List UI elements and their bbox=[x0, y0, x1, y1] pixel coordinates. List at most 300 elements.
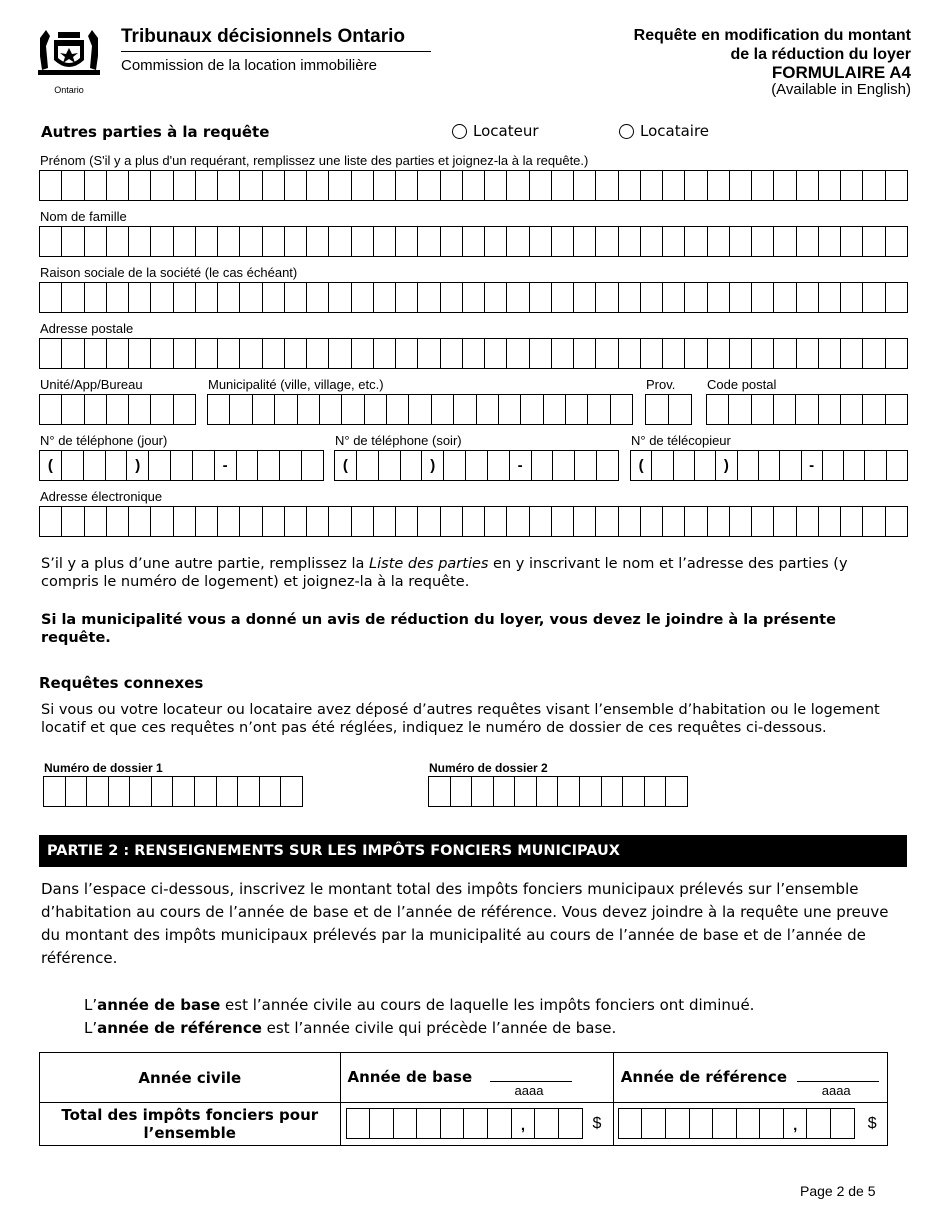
char-cell[interactable] bbox=[253, 395, 275, 424]
char-cell[interactable] bbox=[819, 283, 841, 312]
char-cell[interactable] bbox=[841, 283, 863, 312]
char-cell[interactable] bbox=[619, 507, 641, 536]
char-cell[interactable] bbox=[797, 339, 819, 368]
char-cell[interactable] bbox=[552, 507, 574, 536]
char-cell[interactable] bbox=[708, 339, 730, 368]
char-cell[interactable] bbox=[240, 339, 262, 368]
char-cell[interactable] bbox=[674, 451, 695, 480]
char-cell[interactable] bbox=[685, 339, 707, 368]
char-cell[interactable] bbox=[240, 507, 262, 536]
char-cell[interactable] bbox=[107, 283, 129, 312]
radio-tenant[interactable] bbox=[619, 122, 709, 140]
char-cell[interactable] bbox=[780, 451, 801, 480]
char-cell[interactable] bbox=[588, 395, 610, 424]
char-cell[interactable] bbox=[797, 507, 819, 536]
char-cell[interactable] bbox=[40, 395, 62, 424]
char-cell[interactable] bbox=[218, 227, 240, 256]
char-cell[interactable] bbox=[463, 171, 485, 200]
char-cell[interactable] bbox=[645, 777, 667, 806]
char-cell[interactable] bbox=[574, 171, 596, 200]
char-cell[interactable]: ) bbox=[422, 451, 444, 480]
char-cell[interactable] bbox=[218, 171, 240, 200]
char-cell[interactable] bbox=[819, 227, 841, 256]
char-cell[interactable] bbox=[663, 171, 685, 200]
char-cell[interactable] bbox=[441, 171, 463, 200]
char-cell[interactable] bbox=[485, 507, 507, 536]
char-cell[interactable] bbox=[466, 451, 488, 480]
char-cell[interactable] bbox=[774, 339, 796, 368]
char-cell[interactable] bbox=[708, 227, 730, 256]
char-cell[interactable]: , bbox=[512, 1109, 536, 1138]
char-cell[interactable] bbox=[463, 507, 485, 536]
char-cell[interactable] bbox=[129, 227, 151, 256]
file-number-1-field[interactable] bbox=[43, 776, 303, 807]
char-cell[interactable] bbox=[663, 283, 685, 312]
char-cell[interactable] bbox=[619, 339, 641, 368]
char-cell[interactable] bbox=[464, 1109, 488, 1138]
char-cell[interactable] bbox=[596, 227, 618, 256]
char-cell[interactable] bbox=[218, 507, 240, 536]
char-cell[interactable] bbox=[374, 283, 396, 312]
char-cell[interactable] bbox=[708, 507, 730, 536]
char-cell[interactable] bbox=[507, 227, 529, 256]
char-cell[interactable] bbox=[174, 339, 196, 368]
char-cell[interactable] bbox=[196, 227, 218, 256]
char-cell[interactable]: ) bbox=[716, 451, 737, 480]
char-cell[interactable] bbox=[174, 227, 196, 256]
char-cell[interactable] bbox=[151, 339, 173, 368]
char-cell[interactable] bbox=[151, 227, 173, 256]
char-cell[interactable] bbox=[738, 451, 759, 480]
char-cell[interactable] bbox=[285, 507, 307, 536]
char-cell[interactable] bbox=[807, 1109, 831, 1138]
char-cell[interactable] bbox=[685, 283, 707, 312]
char-cell[interactable] bbox=[752, 227, 774, 256]
postal-code-field[interactable] bbox=[706, 394, 908, 425]
char-cell[interactable] bbox=[558, 777, 580, 806]
char-cell[interactable] bbox=[260, 777, 282, 806]
char-cell[interactable] bbox=[370, 1109, 394, 1138]
char-cell[interactable] bbox=[280, 451, 302, 480]
province-field[interactable] bbox=[645, 394, 692, 425]
char-cell[interactable] bbox=[708, 283, 730, 312]
char-cell[interactable] bbox=[574, 339, 596, 368]
char-cell[interactable] bbox=[532, 451, 554, 480]
char-cell[interactable] bbox=[401, 451, 423, 480]
char-cell[interactable] bbox=[774, 227, 796, 256]
char-cell[interactable] bbox=[752, 171, 774, 200]
char-cell[interactable] bbox=[374, 227, 396, 256]
char-cell[interactable] bbox=[499, 395, 521, 424]
char-cell[interactable] bbox=[575, 451, 597, 480]
char-cell[interactable] bbox=[193, 451, 215, 480]
char-cell[interactable] bbox=[463, 339, 485, 368]
char-cell[interactable] bbox=[62, 283, 84, 312]
char-cell[interactable] bbox=[841, 395, 863, 424]
char-cell[interactable] bbox=[690, 1109, 714, 1138]
char-cell[interactable] bbox=[151, 395, 173, 424]
char-cell[interactable] bbox=[432, 395, 454, 424]
char-cell[interactable] bbox=[774, 171, 796, 200]
radio-tenant-circle[interactable] bbox=[619, 124, 634, 139]
char-cell[interactable] bbox=[129, 507, 151, 536]
char-cell[interactable] bbox=[352, 507, 374, 536]
char-cell[interactable] bbox=[329, 339, 351, 368]
char-cell[interactable] bbox=[819, 171, 841, 200]
char-cell[interactable] bbox=[394, 1109, 418, 1138]
char-cell[interactable] bbox=[708, 171, 730, 200]
char-cell[interactable] bbox=[217, 777, 239, 806]
char-cell[interactable] bbox=[62, 395, 84, 424]
char-cell[interactable] bbox=[685, 227, 707, 256]
char-cell[interactable] bbox=[329, 283, 351, 312]
char-cell[interactable] bbox=[819, 507, 841, 536]
char-cell[interactable] bbox=[240, 171, 262, 200]
char-cell[interactable] bbox=[441, 339, 463, 368]
char-cell[interactable] bbox=[863, 283, 885, 312]
char-cell[interactable] bbox=[263, 227, 285, 256]
char-cell[interactable] bbox=[619, 227, 641, 256]
char-cell[interactable] bbox=[238, 777, 260, 806]
char-cell[interactable] bbox=[863, 171, 885, 200]
char-cell[interactable] bbox=[285, 283, 307, 312]
char-cell[interactable] bbox=[886, 339, 907, 368]
char-cell[interactable] bbox=[409, 395, 431, 424]
char-cell[interactable] bbox=[507, 283, 529, 312]
char-cell[interactable] bbox=[352, 339, 374, 368]
char-cell[interactable] bbox=[174, 283, 196, 312]
char-cell[interactable] bbox=[85, 395, 107, 424]
char-cell[interactable] bbox=[196, 171, 218, 200]
char-cell[interactable] bbox=[831, 1109, 854, 1138]
char-cell[interactable] bbox=[552, 339, 574, 368]
char-cell[interactable] bbox=[196, 507, 218, 536]
char-cell[interactable] bbox=[841, 339, 863, 368]
char-cell[interactable] bbox=[596, 171, 618, 200]
char-cell[interactable] bbox=[530, 339, 552, 368]
char-cell[interactable] bbox=[441, 507, 463, 536]
base-year-amount-field[interactable] bbox=[346, 1108, 583, 1139]
char-cell[interactable] bbox=[488, 451, 510, 480]
char-cell[interactable] bbox=[729, 395, 751, 424]
char-cell[interactable] bbox=[730, 171, 752, 200]
char-cell[interactable] bbox=[507, 339, 529, 368]
char-cell[interactable] bbox=[537, 777, 559, 806]
char-cell[interactable] bbox=[730, 227, 752, 256]
char-cell[interactable] bbox=[258, 451, 280, 480]
char-cell[interactable] bbox=[652, 451, 673, 480]
char-cell[interactable] bbox=[797, 283, 819, 312]
char-cell[interactable] bbox=[218, 283, 240, 312]
char-cell[interactable] bbox=[44, 777, 66, 806]
char-cell[interactable] bbox=[329, 507, 351, 536]
char-cell[interactable] bbox=[819, 395, 841, 424]
char-cell[interactable] bbox=[107, 227, 129, 256]
char-cell[interactable] bbox=[641, 283, 663, 312]
char-cell[interactable] bbox=[320, 395, 342, 424]
char-cell[interactable] bbox=[62, 451, 84, 480]
char-cell[interactable] bbox=[865, 451, 886, 480]
char-cell[interactable] bbox=[666, 777, 687, 806]
char-cell[interactable] bbox=[669, 395, 691, 424]
char-cell[interactable] bbox=[130, 777, 152, 806]
char-cell[interactable] bbox=[196, 283, 218, 312]
char-cell[interactable] bbox=[515, 777, 537, 806]
char-cell[interactable] bbox=[819, 339, 841, 368]
char-cell[interactable] bbox=[418, 227, 440, 256]
char-cell[interactable] bbox=[730, 339, 752, 368]
char-cell[interactable]: ( bbox=[40, 451, 62, 480]
char-cell[interactable] bbox=[208, 395, 230, 424]
char-cell[interactable] bbox=[379, 451, 401, 480]
char-cell[interactable] bbox=[841, 171, 863, 200]
char-cell[interactable] bbox=[886, 171, 907, 200]
char-cell[interactable] bbox=[552, 227, 574, 256]
char-cell[interactable] bbox=[285, 227, 307, 256]
char-cell[interactable] bbox=[863, 507, 885, 536]
char-cell[interactable] bbox=[797, 227, 819, 256]
char-cell[interactable] bbox=[646, 395, 669, 424]
char-cell[interactable] bbox=[307, 227, 329, 256]
char-cell[interactable] bbox=[759, 451, 780, 480]
char-cell[interactable] bbox=[441, 1109, 465, 1138]
char-cell[interactable] bbox=[84, 451, 106, 480]
char-cell[interactable] bbox=[574, 227, 596, 256]
email-field[interactable] bbox=[39, 506, 908, 537]
radio-landlord-circle[interactable] bbox=[452, 124, 467, 139]
char-cell[interactable]: ) bbox=[127, 451, 149, 480]
char-cell[interactable] bbox=[374, 171, 396, 200]
char-cell[interactable] bbox=[298, 395, 320, 424]
first-name-field[interactable] bbox=[39, 170, 908, 201]
char-cell[interactable] bbox=[641, 171, 663, 200]
char-cell[interactable] bbox=[396, 507, 418, 536]
char-cell[interactable] bbox=[713, 1109, 737, 1138]
char-cell[interactable] bbox=[596, 507, 618, 536]
char-cell[interactable] bbox=[352, 283, 374, 312]
char-cell[interactable] bbox=[463, 227, 485, 256]
char-cell[interactable] bbox=[507, 507, 529, 536]
char-cell[interactable] bbox=[596, 339, 618, 368]
char-cell[interactable] bbox=[429, 777, 451, 806]
char-cell[interactable] bbox=[841, 227, 863, 256]
char-cell[interactable] bbox=[444, 451, 466, 480]
char-cell[interactable] bbox=[418, 283, 440, 312]
char-cell[interactable] bbox=[441, 227, 463, 256]
char-cell[interactable] bbox=[530, 283, 552, 312]
char-cell[interactable] bbox=[566, 395, 588, 424]
char-cell[interactable] bbox=[823, 451, 844, 480]
char-cell[interactable] bbox=[796, 395, 818, 424]
char-cell[interactable] bbox=[129, 339, 151, 368]
char-cell[interactable] bbox=[107, 507, 129, 536]
reference-year-input[interactable] bbox=[797, 1080, 879, 1082]
char-cell[interactable] bbox=[507, 171, 529, 200]
char-cell[interactable] bbox=[559, 1109, 582, 1138]
char-cell[interactable] bbox=[454, 395, 476, 424]
char-cell[interactable] bbox=[844, 451, 865, 480]
char-cell[interactable] bbox=[387, 395, 409, 424]
char-cell[interactable] bbox=[196, 339, 218, 368]
char-cell[interactable] bbox=[544, 395, 566, 424]
char-cell[interactable] bbox=[129, 171, 151, 200]
char-cell[interactable] bbox=[263, 171, 285, 200]
char-cell[interactable] bbox=[152, 777, 174, 806]
char-cell[interactable] bbox=[666, 1109, 690, 1138]
char-cell[interactable] bbox=[174, 395, 195, 424]
char-cell[interactable] bbox=[40, 283, 62, 312]
char-cell[interactable] bbox=[886, 395, 907, 424]
unit-field[interactable] bbox=[39, 394, 196, 425]
char-cell[interactable] bbox=[151, 283, 173, 312]
char-cell[interactable] bbox=[663, 339, 685, 368]
char-cell[interactable] bbox=[886, 507, 907, 536]
char-cell[interactable] bbox=[451, 777, 473, 806]
char-cell[interactable] bbox=[352, 227, 374, 256]
char-cell[interactable] bbox=[195, 777, 217, 806]
char-cell[interactable] bbox=[597, 451, 618, 480]
char-cell[interactable] bbox=[109, 777, 131, 806]
char-cell[interactable] bbox=[329, 171, 351, 200]
char-cell[interactable] bbox=[263, 339, 285, 368]
radio-landlord[interactable] bbox=[452, 122, 539, 140]
char-cell[interactable] bbox=[641, 339, 663, 368]
char-cell[interactable] bbox=[602, 777, 624, 806]
char-cell[interactable] bbox=[841, 507, 863, 536]
char-cell[interactable] bbox=[553, 451, 575, 480]
char-cell[interactable] bbox=[85, 339, 107, 368]
char-cell[interactable] bbox=[174, 507, 196, 536]
char-cell[interactable] bbox=[374, 339, 396, 368]
char-cell[interactable] bbox=[62, 507, 84, 536]
char-cell[interactable] bbox=[596, 283, 618, 312]
char-cell[interactable] bbox=[552, 283, 574, 312]
char-cell[interactable] bbox=[107, 395, 129, 424]
char-cell[interactable] bbox=[642, 1109, 666, 1138]
char-cell[interactable] bbox=[302, 451, 323, 480]
char-cell[interactable] bbox=[752, 395, 774, 424]
char-cell[interactable] bbox=[774, 507, 796, 536]
char-cell[interactable] bbox=[752, 507, 774, 536]
char-cell[interactable] bbox=[62, 339, 84, 368]
municipality-field[interactable] bbox=[207, 394, 633, 425]
char-cell[interactable] bbox=[281, 777, 302, 806]
char-cell[interactable] bbox=[863, 339, 885, 368]
char-cell[interactable]: , bbox=[784, 1109, 808, 1138]
char-cell[interactable] bbox=[173, 777, 195, 806]
char-cell[interactable] bbox=[218, 339, 240, 368]
company-field[interactable] bbox=[39, 282, 908, 313]
char-cell[interactable] bbox=[240, 283, 262, 312]
char-cell[interactable] bbox=[85, 171, 107, 200]
char-cell[interactable] bbox=[887, 451, 907, 480]
reference-year-amount-field[interactable] bbox=[618, 1108, 855, 1139]
char-cell[interactable] bbox=[641, 227, 663, 256]
char-cell[interactable] bbox=[285, 339, 307, 368]
char-cell[interactable] bbox=[663, 507, 685, 536]
char-cell[interactable] bbox=[574, 283, 596, 312]
char-cell[interactable] bbox=[619, 171, 641, 200]
char-cell[interactable] bbox=[263, 507, 285, 536]
phone-day-field[interactable] bbox=[39, 450, 324, 481]
char-cell[interactable]: ( bbox=[335, 451, 357, 480]
char-cell[interactable] bbox=[641, 507, 663, 536]
char-cell[interactable] bbox=[107, 171, 129, 200]
char-cell[interactable]: - bbox=[510, 451, 532, 480]
char-cell[interactable] bbox=[66, 777, 88, 806]
char-cell[interactable] bbox=[347, 1109, 371, 1138]
char-cell[interactable] bbox=[485, 339, 507, 368]
char-cell[interactable] bbox=[619, 1109, 643, 1138]
char-cell[interactable] bbox=[472, 777, 494, 806]
char-cell[interactable] bbox=[737, 1109, 761, 1138]
char-cell[interactable] bbox=[774, 283, 796, 312]
char-cell[interactable] bbox=[774, 395, 796, 424]
address-field[interactable] bbox=[39, 338, 908, 369]
char-cell[interactable] bbox=[151, 507, 173, 536]
char-cell[interactable]: - bbox=[215, 451, 237, 480]
char-cell[interactable] bbox=[396, 339, 418, 368]
char-cell[interactable] bbox=[342, 395, 364, 424]
char-cell[interactable] bbox=[40, 339, 62, 368]
char-cell[interactable] bbox=[886, 283, 907, 312]
char-cell[interactable] bbox=[40, 507, 62, 536]
char-cell[interactable] bbox=[85, 227, 107, 256]
char-cell[interactable] bbox=[663, 227, 685, 256]
char-cell[interactable] bbox=[623, 777, 645, 806]
char-cell[interactable] bbox=[619, 283, 641, 312]
char-cell[interactable] bbox=[240, 227, 262, 256]
char-cell[interactable] bbox=[695, 451, 716, 480]
char-cell[interactable] bbox=[87, 777, 109, 806]
char-cell[interactable]: - bbox=[802, 451, 823, 480]
char-cell[interactable] bbox=[760, 1109, 784, 1138]
char-cell[interactable] bbox=[40, 227, 62, 256]
char-cell[interactable] bbox=[396, 171, 418, 200]
char-cell[interactable] bbox=[307, 339, 329, 368]
char-cell[interactable] bbox=[418, 171, 440, 200]
char-cell[interactable] bbox=[580, 777, 602, 806]
fax-field[interactable] bbox=[630, 450, 908, 481]
char-cell[interactable] bbox=[494, 777, 516, 806]
last-name-field[interactable] bbox=[39, 226, 908, 257]
char-cell[interactable] bbox=[357, 451, 379, 480]
char-cell[interactable] bbox=[535, 1109, 559, 1138]
char-cell[interactable] bbox=[237, 451, 259, 480]
file-number-2-field[interactable] bbox=[428, 776, 688, 807]
char-cell[interactable] bbox=[463, 283, 485, 312]
char-cell[interactable] bbox=[752, 283, 774, 312]
char-cell[interactable] bbox=[730, 507, 752, 536]
char-cell[interactable] bbox=[863, 395, 885, 424]
char-cell[interactable] bbox=[485, 227, 507, 256]
char-cell[interactable] bbox=[307, 507, 329, 536]
char-cell[interactable] bbox=[107, 339, 129, 368]
char-cell[interactable] bbox=[171, 451, 193, 480]
char-cell[interactable] bbox=[106, 451, 128, 480]
char-cell[interactable] bbox=[418, 507, 440, 536]
char-cell[interactable] bbox=[485, 171, 507, 200]
char-cell[interactable] bbox=[85, 507, 107, 536]
char-cell[interactable] bbox=[230, 395, 252, 424]
base-year-input[interactable] bbox=[490, 1080, 572, 1082]
char-cell[interactable] bbox=[752, 339, 774, 368]
char-cell[interactable]: ( bbox=[631, 451, 652, 480]
char-cell[interactable] bbox=[707, 395, 729, 424]
char-cell[interactable] bbox=[863, 227, 885, 256]
char-cell[interactable] bbox=[797, 171, 819, 200]
char-cell[interactable] bbox=[396, 283, 418, 312]
